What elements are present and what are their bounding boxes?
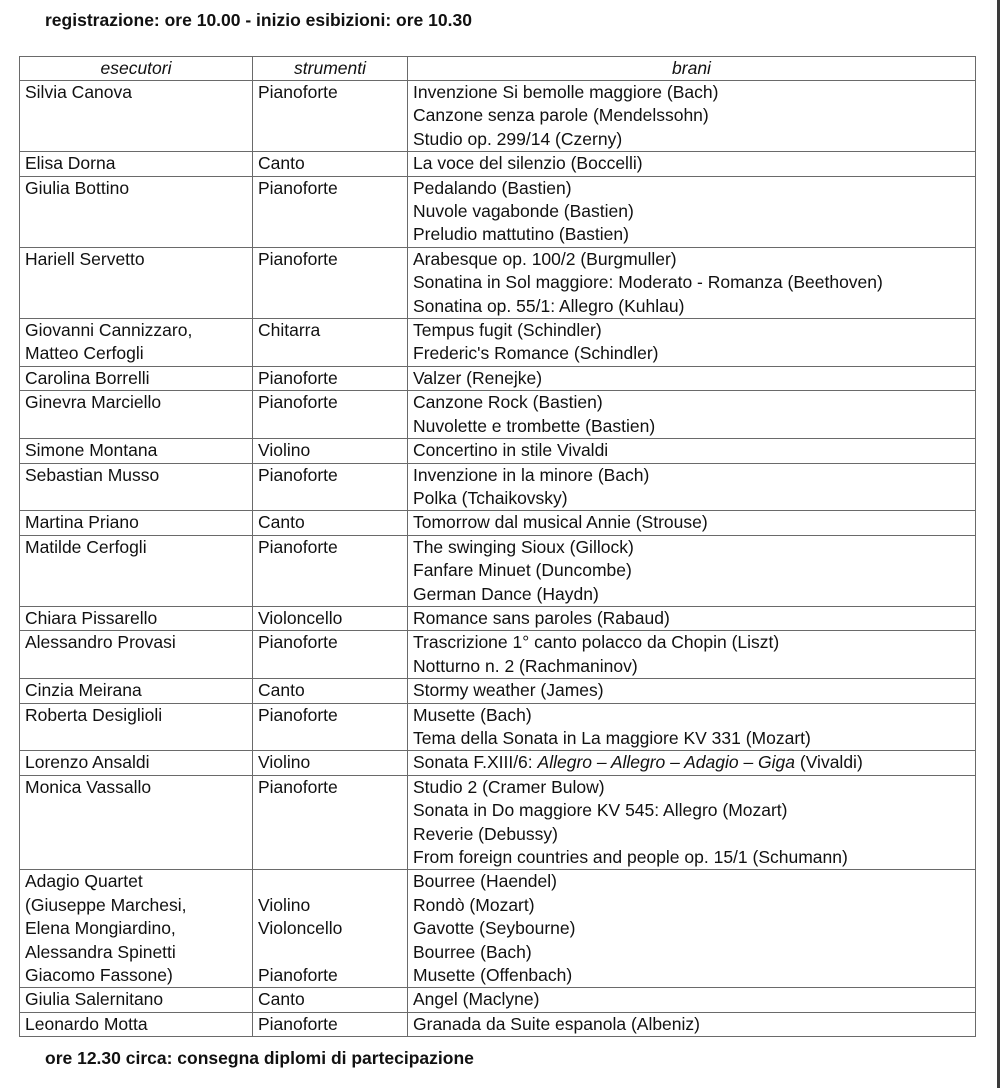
instrument-cell-line	[258, 870, 402, 893]
performer-cell	[20, 775, 253, 870]
pieces-cell-line: Invenzione Si bemolle maggiore (Bach)	[413, 82, 719, 102]
performer-cell-line: Giulia Bottino	[25, 177, 130, 198]
performer-cell-line: Leonardo Motta	[25, 1013, 148, 1034]
pieces-cell	[408, 247, 976, 318]
instrument-cell	[253, 631, 408, 679]
pieces-cell-line: Canzone senza parole (Mendelssohn)	[413, 105, 709, 126]
pieces-cell-line: Sonatina op. 55/1: Allegro (Kuhlau)	[413, 295, 685, 316]
pieces-cell-line: The swinging Sioux (Gillock)	[413, 536, 634, 557]
performer-cell-line: Silvia Canova	[25, 82, 132, 102]
instrument-cell	[253, 775, 408, 870]
piece-text-italic: Allegro – Allegro – Adagio – Giga	[537, 752, 796, 773]
pieces-cell-line: From foreign countries and people op. 15/1 (Schumann)	[413, 847, 848, 867]
table-row	[20, 391, 976, 439]
instrument-cell-line: Pianoforte	[258, 248, 338, 269]
performer-cell	[20, 631, 253, 679]
performer-cell	[20, 870, 253, 988]
instrument-cell	[253, 439, 408, 463]
pieces-cell-line	[413, 751, 970, 774]
instrument-cell-line: Pianoforte	[258, 965, 338, 985]
instrument-cell	[253, 391, 408, 439]
performer-cell-line: Elena Mongiardino,	[25, 918, 176, 939]
column-header-instruments: strumenti	[253, 57, 408, 81]
performer-cell-line: Ginevra Marciello	[25, 392, 162, 413]
table-row	[20, 439, 976, 463]
performer-cell	[20, 679, 253, 703]
performer-cell	[20, 439, 253, 463]
pieces-cell-line: Tempus fugit (Schindler)	[413, 320, 602, 341]
table-row	[20, 988, 976, 1012]
performer-cell	[20, 247, 253, 318]
table-row	[20, 319, 976, 367]
program-table	[19, 56, 976, 1037]
instrument-cell-line: Pianoforte	[258, 392, 338, 413]
performer-cell	[20, 606, 253, 630]
instrument-cell-line: Chitarra	[258, 320, 321, 341]
instrument-cell-line: Canto	[258, 680, 305, 701]
pieces-cell-line: Musette (Bach)	[413, 704, 532, 725]
table-row	[20, 176, 976, 247]
instrument-cell	[253, 751, 408, 775]
instrument-cell-line: Pianoforte	[258, 704, 338, 725]
performer-cell-line: Sebastian Musso	[25, 464, 160, 485]
performer-cell-line: Matteo Cerfogli	[25, 343, 144, 364]
table-row	[20, 81, 976, 152]
table-row	[20, 775, 976, 870]
instrument-cell	[253, 366, 408, 390]
instrument-cell	[253, 176, 408, 247]
column-header-performers: esecutori	[20, 57, 253, 81]
pieces-cell	[408, 152, 976, 176]
performer-cell-line: Giacomo Fassone)	[25, 965, 173, 986]
performer-cell	[20, 176, 253, 247]
pieces-cell-line: Stormy weather (James)	[413, 680, 604, 701]
pieces-cell-line: Nuvolette e trombette (Bastien)	[413, 415, 656, 436]
pieces-cell-line: La voce del silenzio (Boccelli)	[413, 153, 643, 174]
pieces-cell	[408, 176, 976, 247]
instrument-cell-line: Violino	[258, 752, 311, 773]
performer-cell-line: Monica Vassallo	[25, 776, 152, 797]
instrument-cell	[253, 703, 408, 751]
table-row	[20, 247, 976, 318]
pieces-cell-line: Bourree (Haendel)	[413, 871, 557, 892]
table-row	[20, 679, 976, 703]
pieces-cell-line: Musette (Offenbach)	[413, 965, 573, 986]
performer-cell-line: Simone Montana	[25, 440, 158, 461]
pieces-cell	[408, 366, 976, 390]
instrument-cell-line: Violino	[258, 440, 311, 461]
pieces-cell-line: Bourree (Bach)	[413, 941, 532, 962]
instrument-cell-line: Pianoforte	[258, 367, 338, 388]
performer-cell-line: Cinzia Meirana	[25, 680, 142, 701]
pieces-cell	[408, 391, 976, 439]
table-row	[20, 751, 976, 775]
performer-cell	[20, 81, 253, 152]
pieces-cell	[408, 775, 976, 870]
pieces-cell-line: Notturno n. 2 (Rachmaninov)	[413, 655, 638, 676]
pieces-cell-line: Arabesque op. 100/2 (Burgmuller)	[413, 248, 677, 269]
pieces-cell-line: Preludio mattutino (Bastien)	[413, 224, 629, 245]
performer-cell	[20, 463, 253, 511]
performer-cell	[20, 1012, 253, 1036]
performer-cell-line: Martina Priano	[25, 512, 139, 533]
instrument-cell	[253, 606, 408, 630]
pieces-cell-line: Trascrizione 1° canto polacco da Chopin (Liszt)	[413, 632, 780, 653]
piece-text-prefix: Sonata F.XIII/6:	[413, 752, 538, 773]
pieces-cell-line: Reverie (Debussy)	[413, 823, 558, 844]
table-row	[20, 606, 976, 630]
instrument-cell-line: Pianoforte	[258, 776, 338, 797]
pieces-cell	[408, 751, 976, 775]
pieces-cell	[408, 870, 976, 988]
program-table-body	[20, 81, 976, 1037]
instrument-cell-line: Pianoforte	[258, 632, 338, 653]
pieces-cell-line: Nuvole vagabonde (Bastien)	[413, 201, 634, 222]
table-header-row	[20, 57, 976, 81]
instrument-cell-line: Pianoforte	[258, 464, 338, 485]
pieces-cell	[408, 631, 976, 679]
table-row	[20, 535, 976, 606]
performer-cell-line: Hariell Servetto	[25, 248, 145, 269]
instrument-cell-line: Pianoforte	[258, 177, 338, 198]
performer-cell-line: Chiara Pissarello	[25, 607, 158, 628]
schedule-heading: registrazione: ore 10.00 - inizio esibizioni: ore 10.30	[45, 10, 472, 30]
pieces-cell-line: Sonata in Do maggiore KV 545: Allegro (Mozart)	[413, 800, 788, 821]
pieces-cell-line: Canzone Rock (Bastien)	[413, 392, 603, 413]
pieces-cell	[408, 988, 976, 1012]
instrument-cell	[253, 81, 408, 152]
pieces-cell-line: Sonatina in Sol maggiore: Moderato - Romanza (Beethoven)	[413, 272, 883, 293]
performer-cell-line: Alessandro Provasi	[25, 632, 176, 653]
instrument-cell-line: Pianoforte	[258, 536, 338, 557]
pieces-cell-line: Polka (Tchaikovsky)	[413, 487, 568, 508]
pieces-cell-line: Romance sans paroles (Rabaud)	[413, 607, 670, 628]
instrument-cell	[253, 679, 408, 703]
table-row	[20, 511, 976, 535]
pieces-cell-line: Angel (Maclyne)	[413, 989, 540, 1010]
performer-cell	[20, 511, 253, 535]
table-row	[20, 870, 976, 988]
pieces-cell-line: Granada da Suite espanola (Albeniz)	[413, 1013, 700, 1034]
pieces-cell-line: Gavotte (Seybourne)	[413, 918, 576, 939]
instrument-cell	[253, 319, 408, 367]
instrument-cell-line: Canto	[258, 153, 305, 174]
performer-cell-line: Giulia Salernitano	[25, 989, 164, 1010]
performer-cell-line: Alessandra Spinetti	[25, 941, 176, 962]
performer-cell	[20, 319, 253, 367]
pieces-cell-line: Frederic's Romance (Schindler)	[413, 343, 659, 364]
instrument-cell	[253, 870, 408, 988]
instrument-cell	[253, 247, 408, 318]
pieces-cell	[408, 703, 976, 751]
pieces-cell-line: Valzer (Renejke)	[413, 367, 543, 388]
table-row	[20, 631, 976, 679]
performer-cell-line: Adagio Quartet	[25, 871, 143, 892]
pieces-cell	[408, 606, 976, 630]
table-row	[20, 152, 976, 176]
instrument-cell-line: Canto	[258, 989, 305, 1010]
pieces-cell	[408, 439, 976, 463]
pieces-cell	[408, 511, 976, 535]
column-header-pieces: brani	[408, 57, 976, 81]
instrument-cell-line: Canto	[258, 512, 305, 533]
instrument-cell-line: Pianoforte	[258, 1013, 338, 1034]
performer-cell-line: (Giuseppe Marchesi,	[25, 894, 187, 915]
pieces-cell	[408, 463, 976, 511]
performer-cell-line: Roberta Desiglioli	[25, 704, 163, 725]
performer-cell	[20, 703, 253, 751]
instrument-cell-line: Violoncello	[258, 607, 343, 628]
pieces-cell-line: Tomorrow dal musical Annie (Strouse)	[413, 512, 708, 533]
pieces-cell	[408, 535, 976, 606]
table-row	[20, 366, 976, 390]
pieces-cell-line: Rondò (Mozart)	[413, 894, 535, 915]
instrument-cell-line: Pianoforte	[258, 82, 338, 102]
performer-cell-line: Lorenzo Ansaldi	[25, 752, 150, 773]
piece-text-suffix: (Vivaldi)	[795, 752, 863, 773]
table-row	[20, 703, 976, 751]
instrument-cell-line: Violoncello	[258, 918, 343, 939]
instrument-cell	[253, 152, 408, 176]
pieces-cell	[408, 679, 976, 703]
performer-cell	[20, 152, 253, 176]
pieces-cell	[408, 319, 976, 367]
performer-cell	[20, 391, 253, 439]
performer-cell-line: Giovanni Cannizzaro,	[25, 320, 193, 341]
pieces-cell-line: Invenzione in la minore (Bach)	[413, 464, 650, 485]
performer-cell	[20, 988, 253, 1012]
pieces-cell-line: Fanfare Minuet (Duncombe)	[413, 560, 632, 581]
performer-cell	[20, 751, 253, 775]
instrument-cell	[253, 511, 408, 535]
instrument-cell	[253, 535, 408, 606]
pieces-cell	[408, 81, 976, 152]
pieces-cell-line: Studio 2 (Cramer Bulow)	[413, 776, 605, 797]
table-row	[20, 463, 976, 511]
instrument-cell	[253, 988, 408, 1012]
closing-note: ore 12.30 circa: consegna diplomi di partecipazione	[45, 1048, 474, 1068]
performer-cell	[20, 535, 253, 606]
pieces-cell-line: Studio op. 299/14 (Czerny)	[413, 128, 623, 149]
pieces-cell-line: Tema della Sonata in La maggiore KV 331 (Mozart)	[413, 727, 811, 748]
pieces-cell-line: German Dance (Haydn)	[413, 583, 599, 604]
performer-cell	[20, 366, 253, 390]
instrument-cell	[253, 1012, 408, 1036]
pieces-cell-line: Pedalando (Bastien)	[413, 177, 572, 198]
pieces-cell-line: Concertino in stile Vivaldi	[413, 440, 609, 461]
instrument-cell-line	[258, 941, 402, 964]
pieces-cell	[408, 1012, 976, 1036]
instrument-cell-line: Violino	[258, 894, 311, 915]
performer-cell-line: Elisa Dorna	[25, 153, 116, 174]
performer-cell-line: Carolina Borrelli	[25, 367, 150, 388]
table-row	[20, 1012, 976, 1036]
performer-cell-line: Matilde Cerfogli	[25, 536, 147, 557]
instrument-cell	[253, 463, 408, 511]
